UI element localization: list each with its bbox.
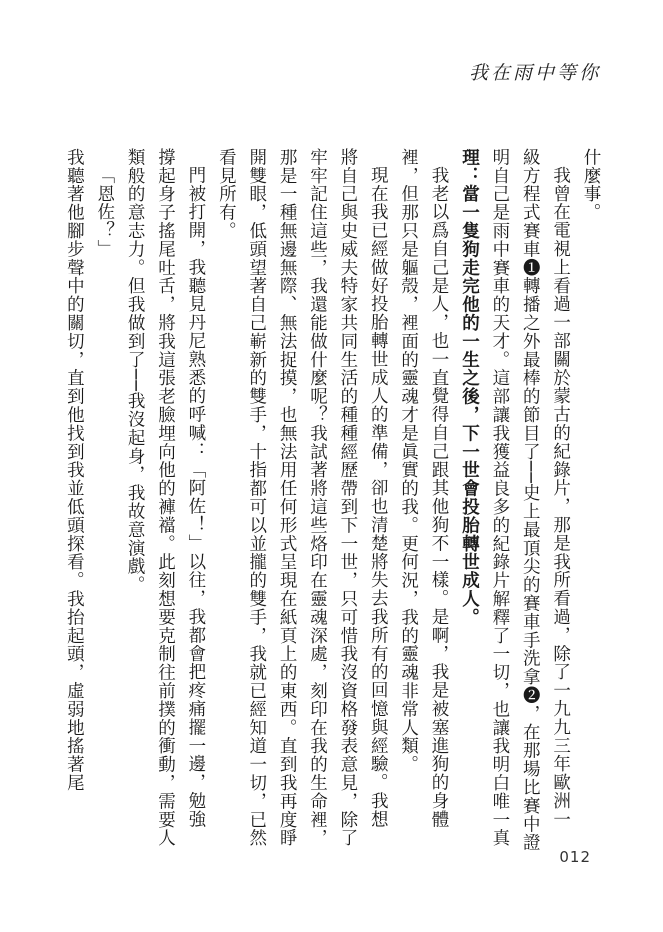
text-column-emphasis: 理：當一隻狗走完他的一生之後，下一世會投胎轉世成人。 xyxy=(459,148,480,627)
text-column: 開雙眼，低頭望著自己嶄新的雙手，十指都可以並攏的雙手，我就已經知道一切，已然 xyxy=(246,148,267,848)
text-column: 類般的意志力。但我做到了──我沒起身，我故意演戲。 xyxy=(125,148,146,595)
text-column: 那是一種無邊無際、無法捉摸，也無法用任何形式呈現在紙頁上的東西。直到我再度睜 xyxy=(277,148,298,848)
text-column: 我聽著他腳步聲中的關切，直到他找到我並低頭探看。我抬起頭，虛弱地搖著尾 xyxy=(64,148,85,792)
text-column: 看見所有。 xyxy=(216,148,237,240)
text-column: 級方程式賽車❶轉播之外最棒的節目了──史上最頂尖的賽車手洗拿❷，在那場比賽中證 xyxy=(520,148,541,852)
text-column: 門被打開，我聽見丹尼熟悉的呼喊：「阿佐！」以往，我都會把疼痛擺一邊，勉強 xyxy=(185,166,206,829)
text-column: 牢牢記住這些，我還能做什麼呢？我試著將這些烙印在靈魂深處，刻印在我的生命裡， xyxy=(307,148,328,848)
running-header: 我在雨中等你 xyxy=(468,62,601,84)
text-column: 「恩佐？」 xyxy=(94,166,115,258)
text-column: 明自己是雨中賽車的天才。這部讓我獲益良多的紀錄片解釋了一切，也讓我明白唯一真 xyxy=(489,148,510,848)
page-number: 012 xyxy=(559,848,591,866)
text-column: 現在我已經做好投胎轉世成人的準備，卻也清楚將失去我所有的回憶與經驗。我想 xyxy=(368,166,389,829)
text-column: 我曾在電視上看過一部關於蒙古的紀錄片，那是我所看過，除了一九九三年歐洲一 xyxy=(550,166,571,829)
text-column: 什麼事。 xyxy=(581,148,601,222)
text-column: 將自己與史威夫特家共同生活的種種經歷帶到下一世，只可惜我沒資格發表意見，除了 xyxy=(337,148,358,848)
vertical-body-text xyxy=(60,148,605,886)
text-column: 裡，但那只是軀殼，裡面的靈魂才是眞實的我。更何況，我的靈魂非常人類。 xyxy=(398,148,419,774)
text-column: 我老以爲自己是人，也一直覺得自己跟其他狗不一樣。是啊，我是被塞進狗的身體 xyxy=(429,166,450,829)
text-column: 撐起身子搖尾吐舌，將我這張老臉埋向他的褲襠。此刻想要克制往前撲的衝動，需要人 xyxy=(155,148,176,848)
